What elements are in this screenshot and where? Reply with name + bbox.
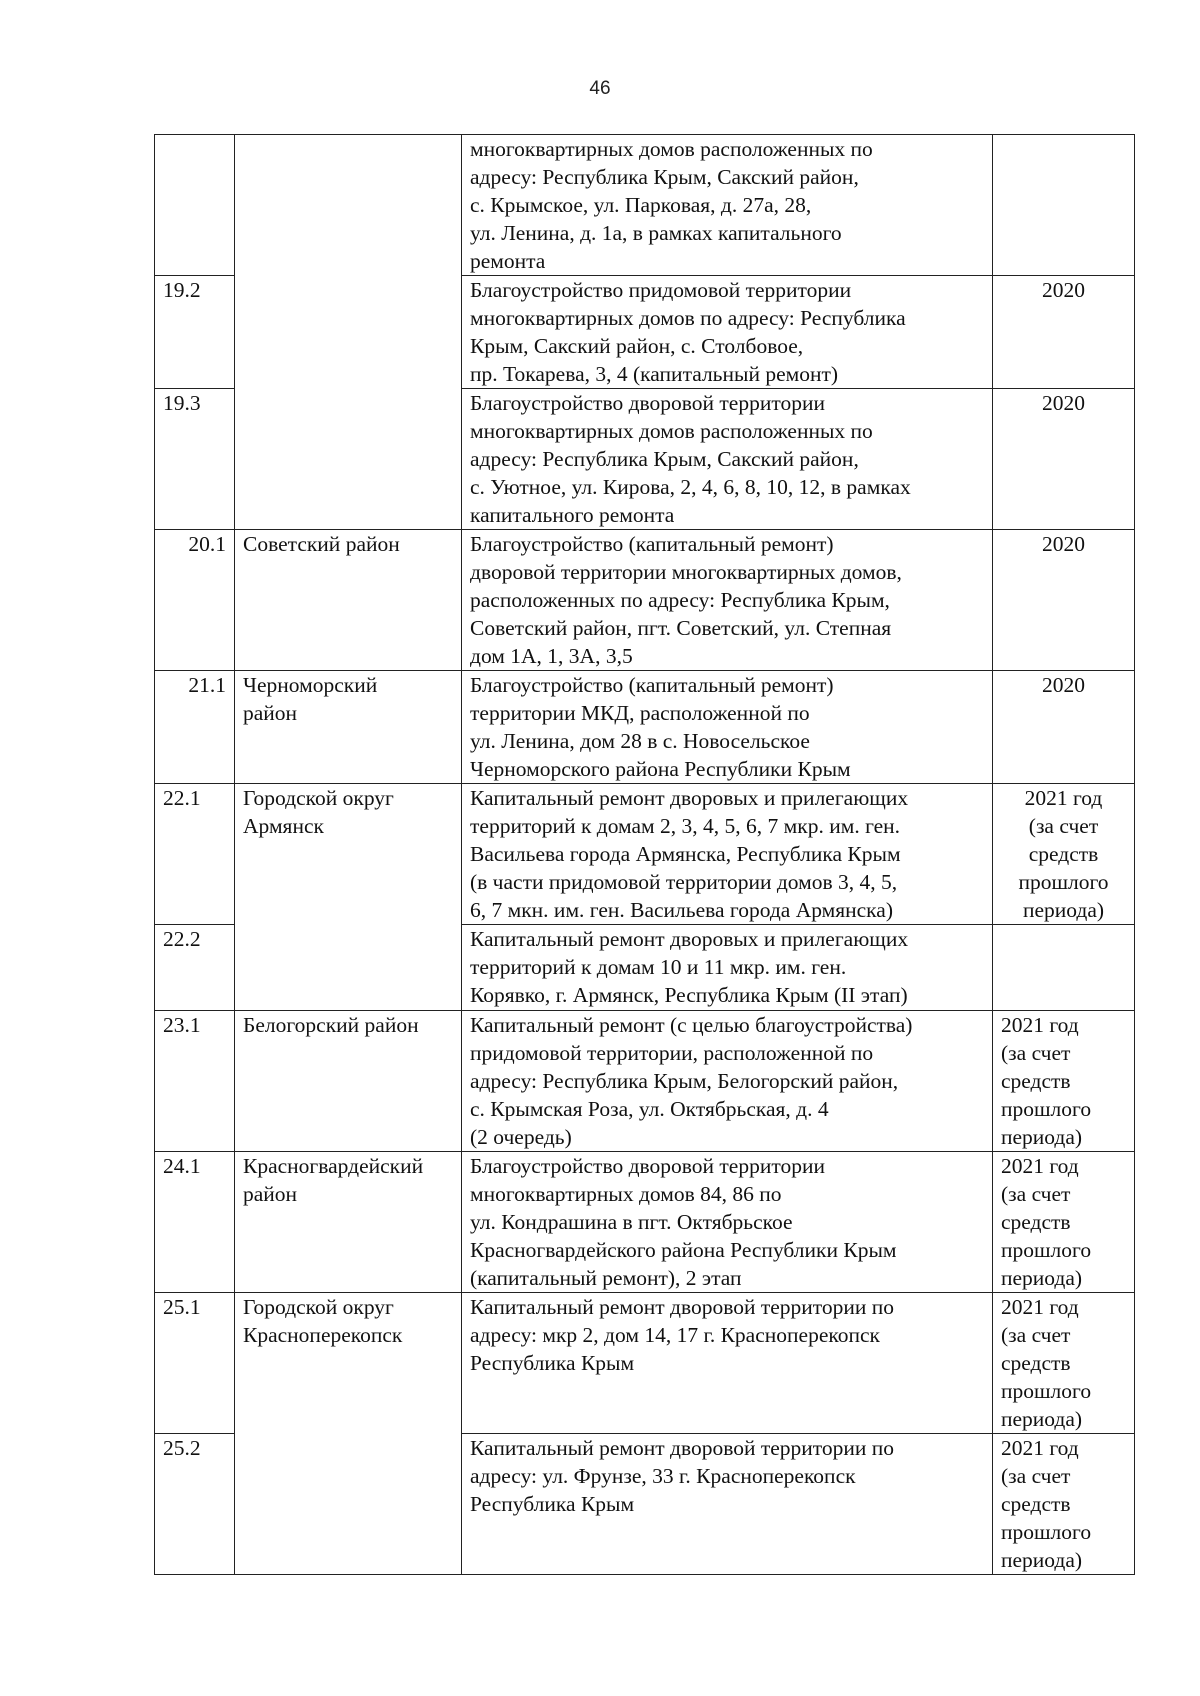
row-number-cell: 19.2	[155, 276, 235, 389]
description-cell: Капитальный ремонт дворовой территории по адресу: мкр 2, дом 14, 17 г. Красноперекопск Республика Крым	[462, 1293, 993, 1434]
row-number-cell: 22.1	[155, 784, 235, 925]
row-number-cell: 22.2	[155, 925, 235, 1011]
year-cell	[993, 925, 1135, 1011]
description-cell: Капитальный ремонт дворовой территории по адресу: ул. Фрунзе, 33 г. Красноперекопск Республика Крым	[462, 1434, 993, 1575]
district-cell: Черноморский район	[235, 671, 462, 784]
row-number-cell: 20.1	[155, 530, 235, 671]
table-row	[155, 784, 1135, 925]
description-cell: Капитальный ремонт дворовых и прилегающих территорий к домам 2, 3, 4, 5, 6, 7 мкр. им. ген. Васильева города Армянска, Республика Крым (в части придомовой территории домов 3, 4, 5, 6, 7 мкн. им. ген. Васильева города Армянска)	[462, 784, 993, 925]
description-cell: Благоустройство придомовой территории многоквартирных домов по адресу: Республика Крым, Сакский район, с. Столбовое, пр. Токарева, 3, 4 (капитальный ремонт)	[462, 276, 993, 389]
table-row	[155, 135, 1135, 276]
row-number-cell: 19.3	[155, 389, 235, 530]
row-number-cell: 24.1	[155, 1152, 235, 1293]
table-row	[155, 1011, 1135, 1152]
document-table	[154, 134, 1135, 1575]
year-cell: 2020	[993, 671, 1135, 784]
description-cell: Благоустройство дворовой территории многоквартирных домов 84, 86 по ул. Кондрашина в пгт. Октябрьское Красногвардейского района Республики Крым (капитальный ремонт), 2 этап	[462, 1152, 993, 1293]
table-row	[155, 1152, 1135, 1293]
year-cell: 2020	[993, 530, 1135, 671]
district-cell: Городской округ Красноперекопск	[235, 1293, 462, 1575]
district-cell	[235, 135, 462, 530]
row-number-cell: 23.1	[155, 1011, 235, 1152]
description-cell: Капитальный ремонт (с целью благоустройства) придомовой территории, расположенной по адресу: Республика Крым, Белогорский район, с. Крымская Роза, ул. Октябрьская, д. 4 (2 очередь)	[462, 1011, 993, 1152]
year-cell: 2021 год (за счет средств прошлого периода)	[993, 1293, 1135, 1434]
description-cell: Благоустройство (капитальный ремонт) территории МКД, расположенной по ул. Ленина, дом 28 в с. Новосельское Черноморского района Республики Крым	[462, 671, 993, 784]
year-cell: 2021 год (за счет средств прошлого периода)	[993, 1434, 1135, 1575]
district-cell: Красногвардейский район	[235, 1152, 462, 1293]
table-row	[155, 671, 1135, 784]
row-number-cell	[155, 135, 235, 276]
description-cell: многоквартирных домов расположенных по адресу: Республика Крым, Сакский район, с. Крымское, ул. Парковая, д. 27а, 28, ул. Ленина, д. 1а, в рамках капитального ремонта	[462, 135, 993, 276]
page-number: 46	[589, 78, 611, 99]
year-cell: 2020	[993, 276, 1135, 389]
description-cell: Капитальный ремонт дворовых и прилегающих территорий к домам 10 и 11 мкр. им. ген. Корявко, г. Армянск, Республика Крым (II этап)	[462, 925, 993, 1011]
year-cell: 2021 год (за счет средств прошлого периода)	[993, 1011, 1135, 1152]
row-number-cell: 25.2	[155, 1434, 235, 1575]
description-cell: Благоустройство дворовой территории многоквартирных домов расположенных по адресу: Республика Крым, Сакский район, с. Уютное, ул. Кирова, 2, 4, 6, 8, 10, 12, в рамках капитального ремонта	[462, 389, 993, 530]
table-row	[155, 1293, 1135, 1434]
district-cell: Белогорский район	[235, 1011, 462, 1152]
year-cell	[993, 135, 1135, 276]
table-row	[155, 530, 1135, 671]
description-cell: Благоустройство (капитальный ремонт) дворовой территории многоквартирных домов, расположенных по адресу: Республика Крым, Советский район, пгт. Советский, ул. Степная дом 1А, 1, 3А, 3,5	[462, 530, 993, 671]
year-cell: 2021 год (за счет средств прошлого периода)	[993, 784, 1135, 925]
district-cell: Советский район	[235, 530, 462, 671]
year-cell: 2021 год (за счет средств прошлого периода)	[993, 1152, 1135, 1293]
district-cell: Городской округ Армянск	[235, 784, 462, 1011]
row-number-cell: 21.1	[155, 671, 235, 784]
row-number-cell: 25.1	[155, 1293, 235, 1434]
year-cell: 2020	[993, 389, 1135, 530]
